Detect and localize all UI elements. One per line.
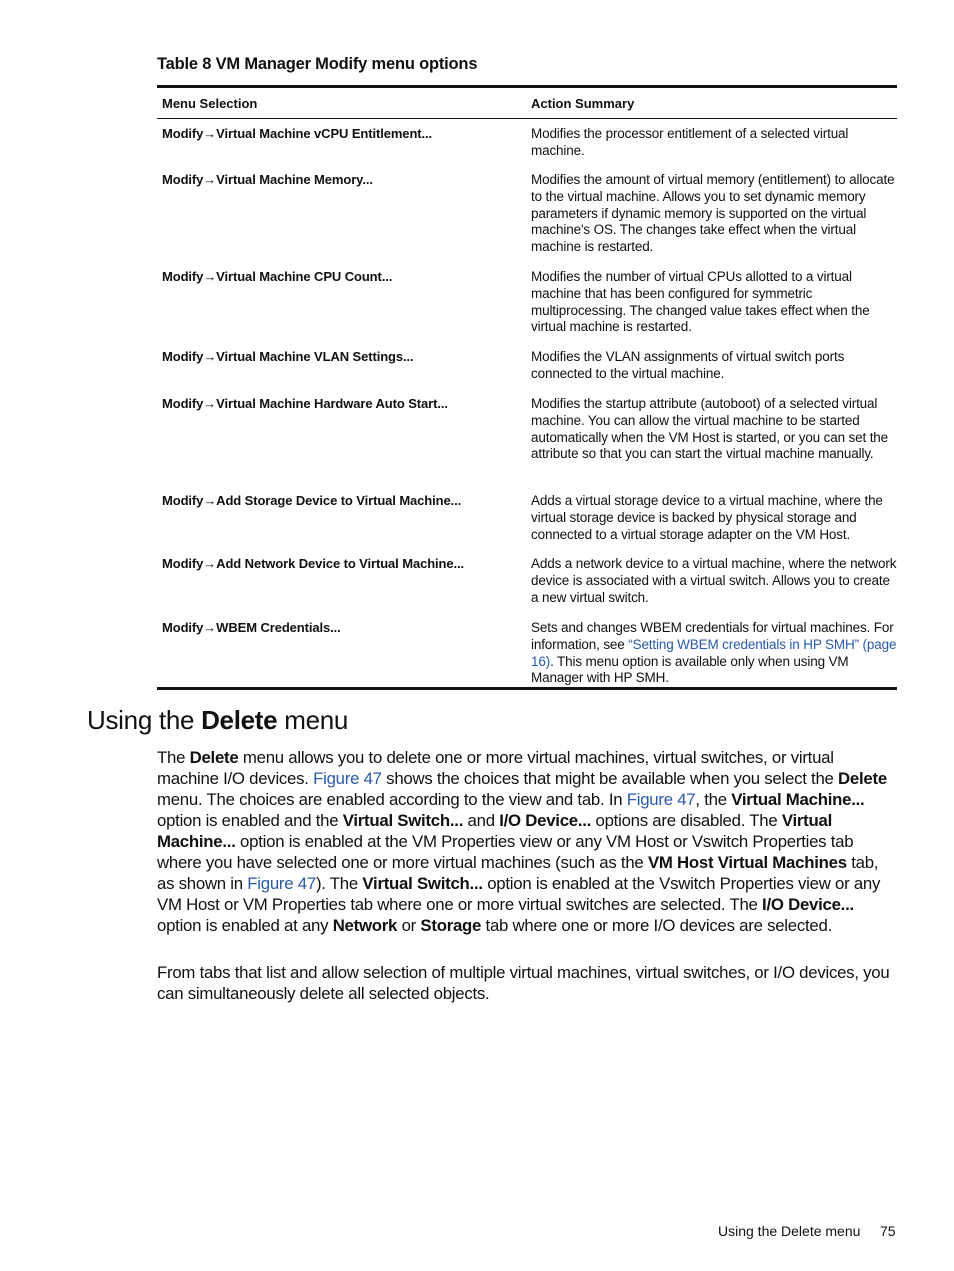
paragraph-delete-menu: The Delete menu allows you to delete one or more virtual machines, virtual switches, or virtual machine I/O devices. Figure 47 shows the choices that might be available when you select the Delete menu. The choices are enabled according to the view and tab. In Figure 47, the Virtual Machine... option is enabled and the Virtual Switch... and I/O Device... options are disabled. The Virtual Machine... option is enabled at the VM Properties view or any VM Host or Vswitch Properties tab where you have selected one or more virtual machines (such as the VM Host Virtual Machines tab, as shown in Figure 47). The Virtual Switch... option is enabled at the Vswitch Properties view or any VM Host or VM Properties tab where one or more virtual switches are selected. The I/O Device... option is enabled at any Network or Storage tab where one or more I/O devices are selected. (157, 748, 887, 935)
table-row (157, 620, 897, 687)
summary-text: . This menu option is available only when using VM Manager with HP SMH. (531, 653, 849, 686)
action-summary-cell: Modifies the VLAN assignments of virtual switch ports connected to the virtual machine. (531, 349, 845, 381)
modify-menu-table (157, 85, 897, 690)
action-summary-cell: Modifies the number of virtual CPUs allotted to a virtual machine that has been configured for symmetric multiprocessing. The changed value takes effect when the virtual machine is restarted. (531, 269, 870, 335)
heading-bold: Delete (201, 705, 278, 735)
table-row (157, 172, 897, 269)
table-row (157, 493, 897, 556)
menu-selection-cell: Modify→Add Network Device to Virtual Machine... (162, 556, 465, 571)
menu-selection-cell: Modify→Virtual Machine Hardware Auto Start... (162, 396, 448, 411)
heading-suffix: menu (277, 705, 349, 735)
figure-47-link[interactable]: Figure 47 (626, 790, 696, 809)
table-row (157, 126, 897, 172)
action-summary-cell: Modifies the amount of virtual memory (entitlement) to allocate to the virtual machine. Allows you to set dynamic memory parameters if dynamic memory is supported on the virtual machine's OS. The changes take effect when the virtual machine is restarted. (531, 172, 895, 255)
table-row (157, 269, 897, 349)
table-header (157, 88, 897, 119)
menu-selection-cell: Modify→WBEM Credentials... (162, 620, 341, 635)
menu-selection-cell: Modify→Virtual Machine vCPU Entitlement... (162, 126, 433, 141)
table-row (157, 396, 897, 493)
section-heading (87, 705, 348, 736)
footer-section-title: Using the Delete menu (718, 1223, 861, 1239)
table-row (157, 349, 897, 396)
header-action-summary: Action Summary (531, 95, 635, 111)
paragraph-multi-delete: From tabs that list and allow selection of multiple virtual machines, virtual switches, or I/O devices, you can simultaneously delete all selected objects. (157, 963, 890, 1003)
menu-selection-cell: Modify→Virtual Machine CPU Count... (162, 269, 393, 284)
table-body (157, 119, 897, 687)
menu-selection-cell: Modify→Virtual Machine Memory... (162, 172, 373, 187)
action-summary-cell: Modifies the startup attribute (autoboot) of a selected virtual machine. You can allow the virtual machine to be started automatically when the VM Host is started, or you can set the attribute so that you can start the virtual machine manually. (531, 396, 889, 462)
wbem-credentials-link[interactable]: “Setting WBEM credentials in HP SMH” (page 16) (531, 636, 897, 669)
figure-47-link[interactable]: Figure 47 (313, 769, 382, 788)
footer-page-number: 75 (880, 1223, 896, 1239)
action-summary-cell: Modifies the processor entitlement of a selected virtual machine. (531, 126, 849, 158)
figure-47-link[interactable]: Figure 47 (247, 874, 316, 893)
menu-selection-cell: Modify→Virtual Machine VLAN Settings... (162, 349, 414, 364)
table-caption: Table 8 VM Manager Modify menu options (157, 55, 478, 73)
menu-selection-cell: Modify→Add Storage Device to Virtual Machine... (162, 493, 462, 508)
heading-prefix: Using the (87, 705, 202, 735)
action-summary-cell (527, 620, 897, 687)
action-summary-cell: Adds a virtual storage device to a virtual machine, where the virtual storage device is backed by physical storage and connected to a virtual storage adapter on the VM Host. (531, 493, 883, 542)
action-summary-cell: Adds a network device to a virtual machine, where the network device is associated with a virtual switch. Allows you to create a new virtual switch. (531, 556, 897, 605)
summary-text: Sets and changes WBEM credentials for virtual machines. For information, see (531, 620, 894, 652)
table-row (157, 556, 897, 620)
header-menu-selection: Menu Selection (162, 95, 258, 111)
